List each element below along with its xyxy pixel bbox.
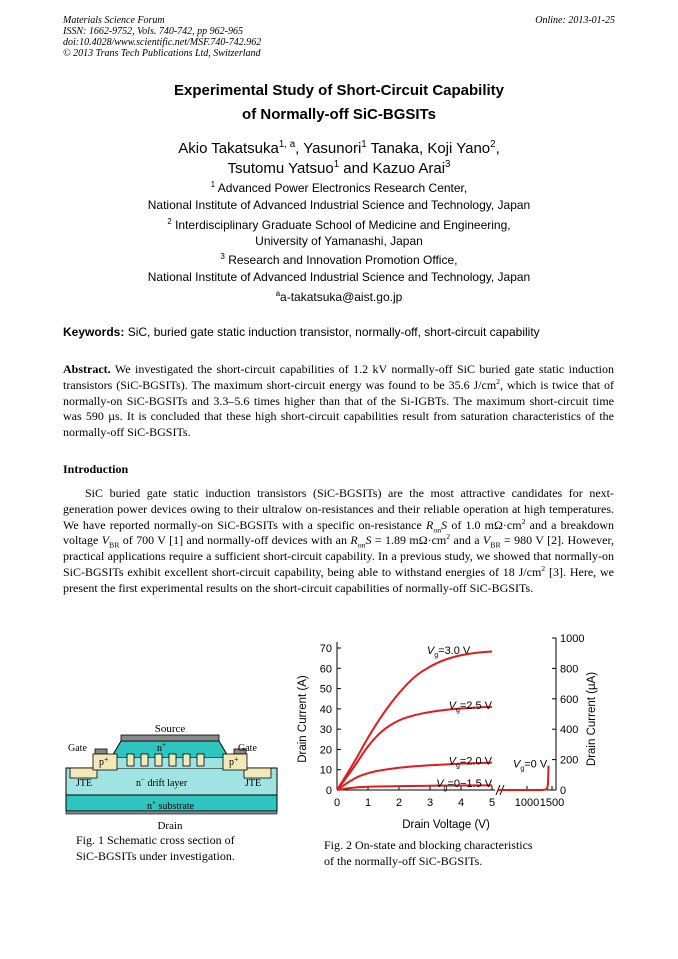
issn: ISSN: 1662-9752, Vols. 740-742, pp 962-965 [63,26,243,37]
gate-right-label: Gate [238,743,257,754]
y-tick-label: 0 [325,785,332,797]
y-tick-label: 60 [319,663,332,676]
fig1-caption [76,832,276,864]
affiliation-text: Research and Innovation Promotion Office, [224,253,458,267]
symbol: R [350,533,358,548]
n-plus-top-label: n+ [157,741,166,754]
y-tick-label: 20 [319,744,332,757]
title-line-2: of Normally-off SiC-BGSITs [242,106,436,123]
y-tick-label: 40 [319,703,332,716]
series-label: $V_g=2.5$ V [448,699,492,714]
superscript: 2 [541,563,546,573]
jte-right-label: JTE [245,778,262,789]
abstract-label: Abstract. [63,362,111,376]
y2-tick-label: 600 [560,693,579,706]
p-plus-right-label: p+ [229,755,239,768]
symbol: R [426,517,434,532]
journal-name: Materials Science Forum [63,15,165,26]
subscript: on [433,524,442,534]
y-tick-label: 30 [319,724,332,737]
affiliation-text: Interdisciplinary Graduate School of Medicine and Engineering, [171,218,511,232]
y2-axis-label: Drain Current (µA) [586,671,598,767]
source-metal [121,735,219,741]
x-tick-label: 1 [364,797,372,809]
affiliation-1-line-2: National Institute of Advanced Industrial Science and Technology, Japan [147,198,531,212]
symbol: V [482,533,491,548]
affiliation-text: Advanced Power Electronics Research Center, [215,181,468,195]
x-break-tick-label: 1500 [539,797,565,809]
intro-text: [3]. Here, we present the first experimental results on the short-circuit capabilities of normally-off SiC-BGSITs. [63,564,614,595]
y-tick-label: 10 [319,764,332,777]
email-sup: a [275,289,281,298]
source-label: Source [154,723,186,735]
symbol: V [101,533,110,548]
author: Akio Takatsuka [178,140,279,157]
subscript: BR [490,540,501,550]
author: and Kazuo Arai [339,160,446,177]
intro-text: and a [450,533,483,548]
gate-left-label: Gate [68,743,87,754]
y2-tick-label: 200 [560,754,579,767]
affil-sup: 2 [490,139,496,150]
abstract [63,362,614,441]
fig1-caption-line-2: SiC-BGSITs under investigation. [76,849,235,863]
keywords [63,325,540,339]
x-tick-label: 0 [333,797,341,809]
doi: doi:10.4028/www.scientific.net/MSF.740-742.962 [63,37,262,48]
series-label: $V_g=0-1.5$ V [436,777,493,792]
subscript: BR [109,540,120,550]
fig2-caption-line-2: of the normally-off SiC-BGSITs. [324,854,483,868]
copyright: © 2013 Trans Tech Publications Ltd, Switzerland [63,48,261,59]
series-label: $V_g=2.0$ V [448,755,492,770]
keywords-text: SiC, buried gate static induction transistor, normally-off, short-circuit capability [124,325,540,339]
affil-number: 2 [167,217,172,226]
affiliation-3-line-2: National Institute of Advanced Industrial Science and Technology, Japan [147,270,531,284]
x-tick-label: 5 [488,797,496,809]
symbol: S [365,533,372,548]
author: Tanaka, Koji Yano [366,140,491,157]
section-heading-introduction: Introduction [63,462,129,476]
email[interactable] [0,290,678,304]
y-tick-label: 50 [319,683,332,696]
x-tick-label: 2 [395,797,403,809]
author-sep: , [495,140,500,157]
superscript: 2 [446,532,451,542]
affil-sup: 3 [445,159,451,170]
y-axis-label: Drain Current (A) [297,675,309,763]
intro-text: = 980 V [2]. However, practical applications require a sufficient short-circuit capability. In a previous study, we showed that normally-on SiC-BGSITs exhibit excellent short-circuit capability, being able to withstand energies of 18 J/cm [63,533,614,579]
y2-tick-label: 400 [560,724,579,737]
author: Tsutomu Yatsuo [227,160,334,177]
affil-sup: 1, a [278,139,296,150]
jte-left-label: JTE [76,778,93,789]
intro-text: of 700 V [1] and normally-off devices with an [119,533,351,548]
authors-line-1 [0,140,678,157]
x-tick-label: 3 [426,797,434,809]
abstract-text: , which is twice that of normally-on SiC-BGSITs and 3.3–5.6 times higher than that of the Si-IGBTs. The maximum short-circuit time was 590 µs. It is concluded that these high short-circuit capabilities result from saturation characteristics of the normally-off SiC-BGSITs. [63,377,614,440]
drain-label: Drain [157,820,183,832]
symbol: S [441,517,448,532]
journal-header [63,15,261,59]
online-date: Online: 2013-01-25 [535,15,615,26]
affil-sup: 1 [361,139,367,150]
affiliation-1-line-1 [0,181,678,195]
x-break-tick-label: 1000 [514,797,540,809]
title-line-1: Experimental Study of Short-Circuit Capability [173,82,505,99]
intro-text: SiC buried gate static induction transistors (SiC-BGSITs) are the most attractive candidates for next-generation power devices owing to their ultralow on-resistances and their reliable operation at high temperatures. We have reported normally-on SiC-BGSITs with a specific on-resistance [63,486,614,532]
intro-text: and a breakdown voltage [63,517,614,548]
email-text[interactable]: a-takatsuka@aist.go.jp [280,290,403,304]
subscript: on [357,540,366,550]
intro-text: of 1.0 mΩ·cm [447,517,522,532]
affiliation-2-line-1 [0,218,678,232]
authors-line-2 [0,160,678,177]
affiliation-2-line-2: University of Yamanashi, Japan [255,234,423,248]
fig1-schematic [63,718,285,836]
affil-number: 1 [210,180,216,189]
y2-tick-label: 1000 [560,633,585,645]
intro-text: = 1.89 mΩ·cm [371,533,447,548]
substrate-label: n+ substrate [147,799,194,812]
chart-series-labels [427,645,548,792]
series-line [337,651,492,790]
series-label: $V_g=3.0$ V [426,645,471,659]
fig2-caption-line-1: Fig. 2 On-state and blocking characteristics [324,838,533,852]
p-plus-left-label: p+ [99,755,109,768]
introduction-paragraph [63,486,614,597]
x-tick-label: 4 [457,797,465,809]
affil-sup: 1 [333,159,340,170]
y2-tick-label: 800 [560,663,579,676]
affiliation-3-line-1 [0,253,678,267]
superscript: 2 [521,516,526,526]
y2-tick-label: 0 [560,785,567,797]
blocking-label: $V_g=0$ V [513,758,548,773]
keywords-label: Keywords: [63,325,125,339]
author: , Yasunori [295,140,362,157]
fig2-caption [324,837,574,869]
superscript: 2 [496,376,501,386]
x-axis-label: Drain Voltage (V) [402,819,490,831]
gate-metal-left [95,749,107,754]
affil-number: 3 [220,252,225,261]
y-tick-label: 70 [319,643,332,655]
abstract-text: We investigated the short-circuit capabilities of 1.2 kV normally-off SiC buried gate static induction transistors (SiC-BGSITs). The maximum short-circuit energy was found to be 35.6 J/cm [63,362,614,392]
fig1-caption-line-1: Fig. 1 Schematic cross section of [76,833,235,847]
jte-right [244,768,271,778]
drift-layer-label: n− drift layer [136,776,188,789]
fig2-chart [290,622,610,834]
